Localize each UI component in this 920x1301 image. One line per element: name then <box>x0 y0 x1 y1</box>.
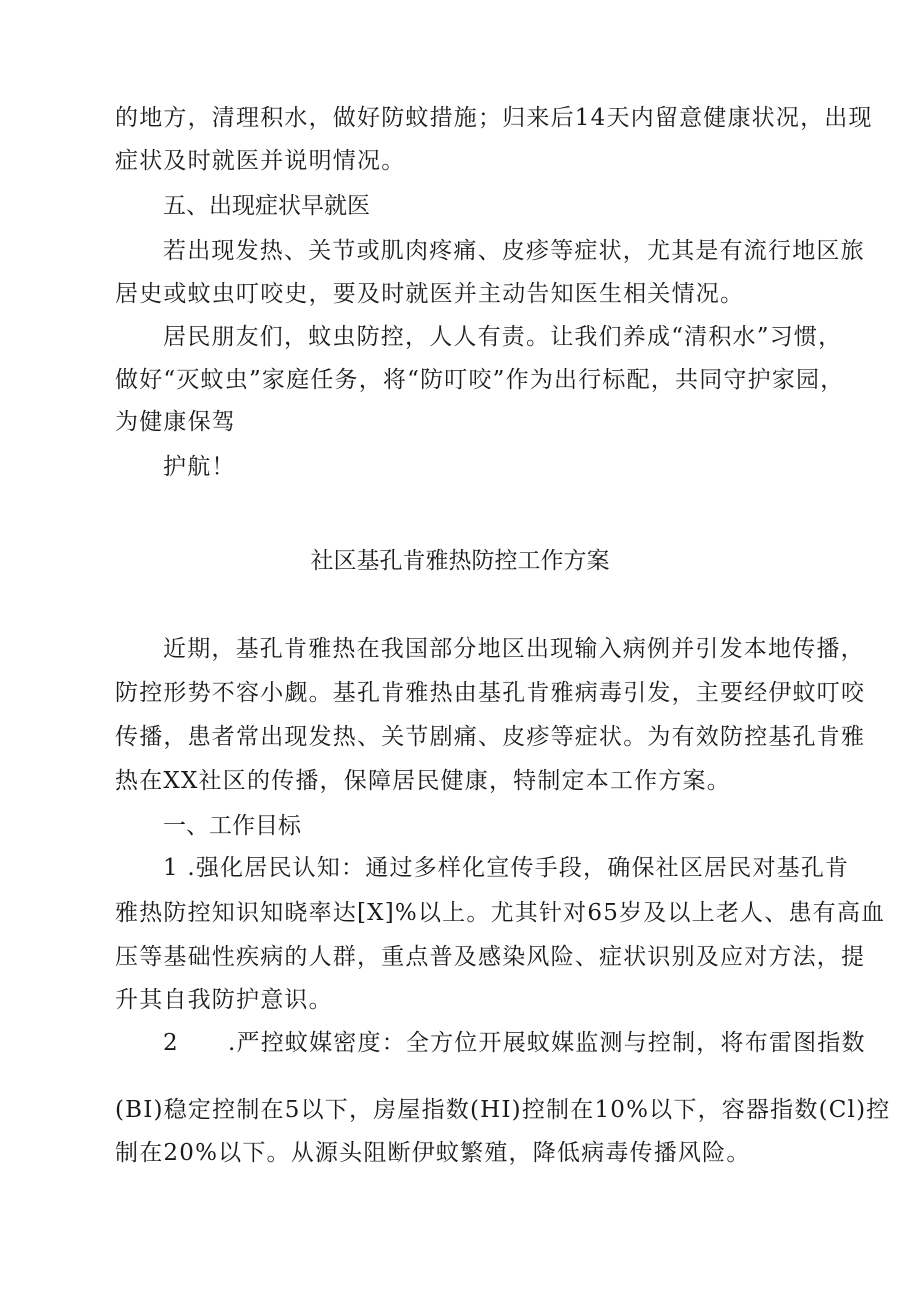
text-line: .严控蚊媒密度：全方位开展蚊媒监测与控制，将布雷图指数 <box>228 1030 866 1056</box>
text-line: 为健康保驾 <box>115 409 236 435</box>
text-line: 做好“灭蚊虫”家庭任务，将“防叮咬”作为出行标配，共同守护家园， <box>115 367 845 393</box>
text-line: 症状及时就医并说明情况。 <box>115 148 406 174</box>
text-line: 居民朋友们，蚊虫防控，人人有责。让我们养成“清积水”习惯， <box>163 324 843 350</box>
text-line: 传播，患者常出现发热、关节剧痛、皮疹等症状。为有效防控基孔肯雅 <box>115 724 866 750</box>
text-line: 近期，基孔肯雅热在我国部分地区出现输入病例并引发本地传播， <box>163 636 865 662</box>
text-line: 若出现发热、关节或肌肉疼痛、皮疹等症状，尤其是有流行地区旅 <box>163 238 865 264</box>
text-line: 升其自我防护意识。 <box>115 987 333 1013</box>
text-line: 热在XX社区的传播，保障居民健康，特制定本工作方案。 <box>115 768 731 794</box>
text-line: (BI)稳定控制在5以下，房屋指数(HI)控制在10%以下，容器指数(Cl)控 <box>115 1097 891 1123</box>
text-line: 居史或蚊虫叮咬史，要及时就医并主动告知医生相关情况。 <box>115 281 745 307</box>
text-line: 雅热防控知识知晓率达[X]%以上。尤其针对65岁及以上老人、患有高血 <box>115 900 886 926</box>
document-title: 社区基孔肯雅热防控工作方案 <box>310 548 610 574</box>
section-heading: 一、工作目标 <box>163 813 301 839</box>
text-line: 制在20%以下。从源头阻断伊蚊繁殖，降低病毒传播风险。 <box>115 1140 751 1166</box>
text-line: 压等基础性疾病的人群，重点普及感染风险、症状识别及应对方法，提 <box>115 944 866 970</box>
section-heading: 五、出现症状早就医 <box>163 193 370 219</box>
item-number: 2 <box>163 1030 179 1056</box>
text-line: 的地方，清理积水，做好防蚊措施；归来后14天内留意健康状况，出现 <box>115 105 873 131</box>
text-line: 防控形势不容小觑。基孔肯雅热由基孔肯雅病毒引发，主要经伊蚊叮咬 <box>115 680 866 706</box>
text-line: 护航！ <box>163 454 236 480</box>
text-line: 1 .强化居民认知：通过多样化宣传手段，确保社区居民对基孔肯 <box>163 855 850 881</box>
